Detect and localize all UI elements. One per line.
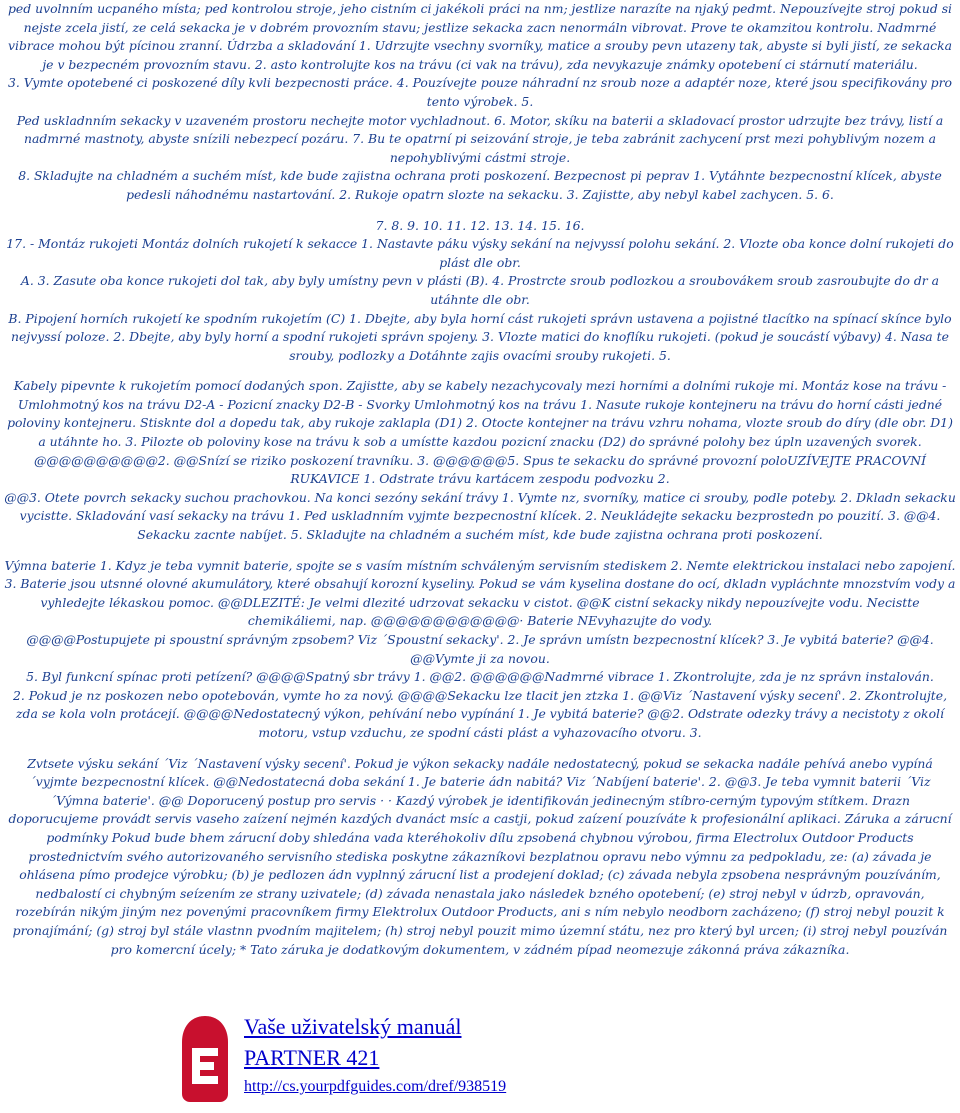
paragraph: 17. - Montáz rukojeti Montáz dolních rukojetí k sekacce 1. Nastavte páku výsky sekání na nejvyssí polohu sekání. 2. Vlozte oba konce dolní rukojeti do plást dle obr. bbox=[6, 236, 954, 270]
paragraph: Kabely pipevnte k rukojetím pomocí dodaných spon. Zajistte, aby se kabely nezachycovaly mezi horními a dolními rukoje mi. Montáz kose na trávu - Umlohmotný kos na trávu D2-A - Pozicní znacky D2-B - Svorky Umlohmotný kos na trávu 1. Nasute rukoje kontejneru na trávu do horní cásti jedné poloviny kontejneru. Stisknte dol a dopedu tak, aby rukoje zaklapla (D1) 2. Otocte kontejner na trávu vzhru nohama, vlozte sroub do díry (dle obr. D1) a utáhnte ho. 3. Pilozte ob poloviny kose na trávu k sob a umístte kazdou pozicní znacku (D2) do správné polohy bez úpln uzavených svorek. @@@@@@@@@@2. @@Snízí se riziko poskození travníku. 3. @@@@@@5. Spus te sekacku do správné provozní poloUZÍVEJTE PRACOVNÍ RUKAVICE 1. Odstrate trávu kartácem zespodu podvozku 2. bbox=[7, 378, 953, 487]
manual-url-link[interactable]: http://cs.yourpdfguides.com/dref/938519 bbox=[244, 1078, 507, 1095]
manual-title-link[interactable]: Vaše uživatelský manuál bbox=[244, 1014, 462, 1039]
paragraph: @@@@Postupujete pi spoustní správným zpsobem? Viz ´Spoustní sekacky'. 2. Je správn umístn bezpecnostní klícek? 3. Je vybitá baterie? @@4. @@Vymte ji za novou. bbox=[26, 632, 934, 666]
brand-logo-icon bbox=[180, 1014, 230, 1104]
spacer bbox=[0, 365, 960, 377]
paragraph: Zvtsete výsku sekání ´Viz ´Nastavení výsky secení'. Pokud je výkon sekacky nadále nedostatecný, pokud se sekacka nadále pehívá anebo vypíná ´vyjmte bezpecnostní klícek. @@Nedostatecná doba sekání 1. Je baterie ádn nabitá? Viz ´Nabíjení baterie'. 2. @@3. Je teba vymnit baterii ´Viz ´Výmna baterie'. @@ Doporucený postup pro servis · · Kazdý výrobek je identifikován jedinecným stíbro-cerným typovým stítkem. Drazn doporucujeme provádt servis vaseho zaízení nejmén kazdých dvanáct msíc a castji, pokud zaízení pouzíváte k profesionální aplikaci. Záruka a zárucní podmínky Pokud bude bhem zárucní doby shledána vada kteréhokoliv dílu zpsobená chybnou výrobou, firma Electrolux Outdoor Products prostednictvím svého autorizovaného servisního stediska poskytne zákazníkovi bezplatnou opravu nebo výmnu za pedpokladu, ze: (a) závada je ohlásena pímo prodejce výrobku; (b) je pedlozen ádn vyplnný zárucní list a prodejení doklad; (c) závada nebyla zpsobena nesprávným pouzíváním, nedbalostí ci chybným seízením ze strany uzivatele; (d) závada nenastala jako následek bzného opotebení; (e) stroj nebyl v údrzb, opravován, rozebírán nikým jiným nez povenými pracovníkem firmy Elektrolux Outdoor Products, ani s ním nebylo neodborn zacházeno; (f) stroj nebyl pouzit k pronajímání; (g) stroj byl stále vlastnn pvodním majitelem; (h) stroj nebyl pouzit mimo územní státu, nez pro který byl urcen; (i) stroj nebyl pouzíván pro komercní úcely; * Tato záruka je dodatkovým dokumentem, v zádném pípad neomezuje zákonná práva zákazníka. bbox=[8, 755, 952, 957]
spacer bbox=[0, 545, 960, 557]
footer bbox=[180, 1012, 740, 1110]
paragraph: @@3. Otete povrch sekacky suchou prachovkou. Na konci sezóny sekání trávy 1. Vymte nz, svorníky, matice ci srouby, podle poteby. 2. Dkladn sekacku vycistte. Skladování vasí sekacky na trávu 1. Ped uskladnním vyjmte bezpecnostní klícek. 2. Neukládejte sekacku bezprostedn po pouzití. 3. @@4. Sekacku zacnte nabíjet. 5. Skladujte na chladném a suchém míst, kde bude zajistna ochrana proti poskození. bbox=[4, 489, 956, 543]
paragraph: 2. Pokud je nz poskozen nebo opotebován, vymte ho za nový. @@@@Sekacku lze tlacit jen ztzka 1. @@Viz ´Nastavení výsky secení'. 2. Zkontrolujte, zda se kola voln protácejí. @@@@Nedostatecný výkon, pehívání nebo vypínání 1. Je vybitá baterie? @@2. Odstrate odezky trávy a necistoty z okolí motoru, vstup vzduchu, ze spodní cásti plást a vyhazovacího otvoru. 3. bbox=[12, 687, 948, 740]
paragraph: 5. Byl funkcní spínac proti petízení? @@@@Spatný sbr trávy 1. @@2. @@@@@@Nadmrné vibrace 1. Zkontrolujte, zda je nz správn instalován. bbox=[26, 669, 934, 685]
product-name-link[interactable]: PARTNER 421 bbox=[244, 1045, 380, 1070]
footer-links bbox=[244, 1012, 506, 1100]
spacer bbox=[0, 743, 960, 755]
paragraph: 3. Vymte opotebené ci poskozené díly kvli bezpecnosti práce. 4. Pouzívejte pouze náhradní nz sroub noze a adaptér noze, které jsou specifikovány pro tento výrobek. 5. bbox=[8, 75, 952, 109]
paragraph: 7. 8. 9. 10. 11. 12. 13. 14. 15. 16. bbox=[375, 217, 585, 233]
paragraph: ped uvolnním ucpaného místa; ped kontrolou stroje, jeho cistním ci jakékoli práci na nm; jestlize narazíte na njaký pedmt. Nepouzívejte stroj pokud si nejste zcela jistí, ze celá sekacka je v dobrém provozním stavu; jestlize sekacka zacn nenormáln vibrovat. Prove te okamzitou kontrolu. Nadmrné vibrace mohou být pícinou zranní. Údrzba a skladování 1. Udrzujte vsechny svorníky, matice a srouby pevn utazeny tak, abyste si byli jistí, ze sekacka je v bezpecném provozním stavu. 2. asto kontrolujte kos na trávu (ci vak na trávu), zda nevykazuje známky opotebení ci stárnutí materiálu. bbox=[7, 1, 953, 72]
paragraph: 8. Skladujte na chladném a suchém míst, kde bude zajistna ochrana proti poskození. Bezpecnost pi peprav 1. Vytáhnte bezpecnostní klícek, abyste pedesli náhodnému nastartování. 2. Rukoje opatrn slozte na sekacku. 3. Zajistte, aby nebyl kabel zachycen. 5. 6. bbox=[18, 168, 942, 202]
paragraph: A. 3. Zasute oba konce rukojeti dol tak, aby byly umístny pevn v plásti (B). 4. Prostrcte sroub podlozkou a sroubovákem sroub zasroubujte do dr a utáhnte dle obr. bbox=[20, 273, 940, 307]
paragraph: Výmna baterie 1. Kdyz je teba vymnit baterie, spojte se s vasím místním schváleným servisním stediskem 2. Nemte elektrickou instalaci nebo zapojení. 3. Baterie jsou utsnné olovné akumulátory, které obsahují korozní kyseliny. Pokud se vám kyselina dostane do ocí, dkladn vypláchnte mnozstvím vody a vyhledejte lékaskou pomoc. @@DLEZITÉ: Je velmi dlezité udrzovat sekacku v cistot. @@K cistní sekacky nikdy nepouzívejte vodu. Necistte chemikáliemi, nap. @@@@@@@@@@@@· Baterie NEvyhazujte do vody. bbox=[4, 557, 956, 629]
paragraph: B. Pipojení horních rukojetí ke spodním rukojetím (C) 1. Dbejte, aby byla horní cást rukojeti správn ustavena a pojistné tlacítko na spínací skínce bylo nejvyssí poloze. 2. Dbejte, aby byly horní a spodní rukojeti správn spojeny. 3. Vlozte matici do knoflíku rukojeti. (pokud je soucástí výbavy) 4. Nasa te srouby, podlozky a Dotáhnte zajis ovacími srouby rukojeti. 5. bbox=[8, 310, 952, 363]
paragraph: Ped uskladnním sekacky v uzaveném prostoru nechejte motor vychladnout. 6. Motor, skíku na baterii a skladovací prostor udrzujte bez trávy, listí a nadmrné mastnoty, abyste snízili nebezpecí pozáru. 7. Bu te opatrní pi seizování stroje, je teba zabránit zachycení prst mezi pohyblivým nozem a nepohyblivými cástmi stroje. bbox=[16, 112, 944, 165]
spacer bbox=[0, 205, 960, 217]
